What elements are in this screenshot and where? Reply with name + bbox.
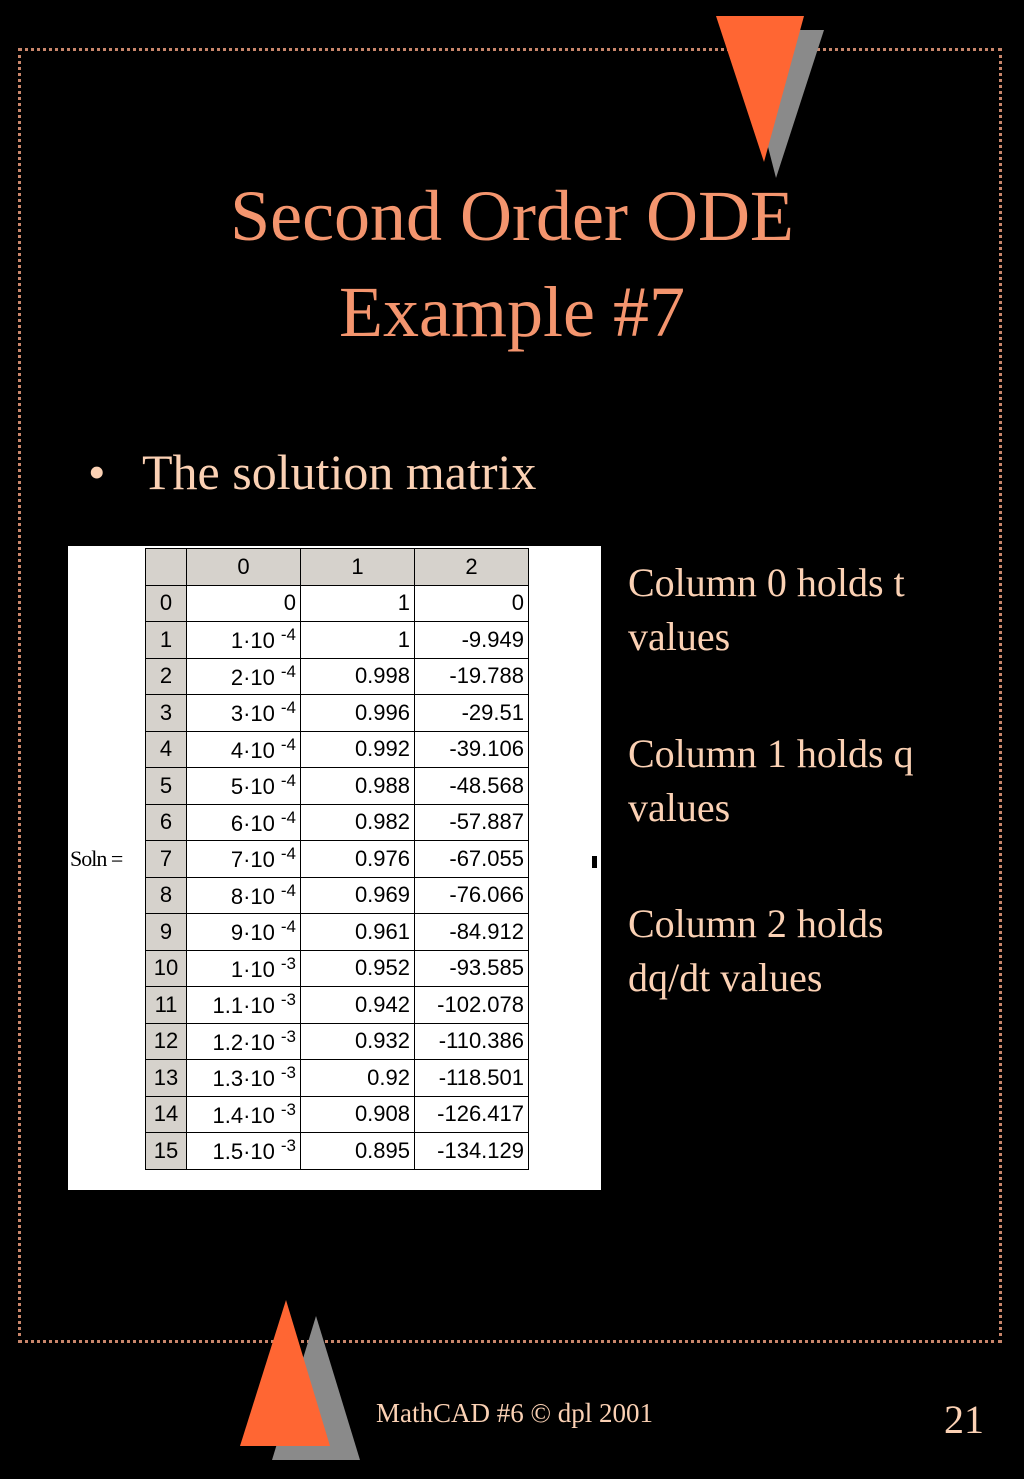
cell-t-mantissa: 1.1·10 <box>212 993 275 1019</box>
note-column-2 <box>628 897 1008 1005</box>
row-index: 1 <box>146 622 187 659</box>
cell-dqdt-value: -19.788 <box>415 658 529 695</box>
cell-t-exponent: -4 <box>280 917 296 937</box>
matrix-row <box>146 768 529 805</box>
cell-dqdt-value: -118.501 <box>415 1060 529 1097</box>
cell-t-value <box>187 622 301 659</box>
matrix-row <box>146 841 529 878</box>
cell-t-value <box>187 585 301 622</box>
cell-q-value: 0.961 <box>301 914 415 951</box>
cell-t-value <box>187 1060 301 1097</box>
cell-t-mantissa: 0 <box>283 590 296 616</box>
row-index: 9 <box>146 914 187 951</box>
cell-t-exponent: -3 <box>280 1136 296 1156</box>
cell-q-value: 1 <box>301 622 415 659</box>
cell-t-exponent: -4 <box>280 807 296 827</box>
cell-q-value: 0.908 <box>301 1096 415 1133</box>
row-index: 14 <box>146 1096 187 1133</box>
matrix-row <box>146 950 529 987</box>
cell-q-value: 0.996 <box>301 695 415 732</box>
cell-t-value <box>187 731 301 768</box>
cell-t-exponent: -3 <box>280 990 296 1010</box>
note-line: Column 1 holds q <box>628 731 914 776</box>
matrix-row <box>146 1060 529 1097</box>
cell-t-value <box>187 768 301 805</box>
matrix-row <box>146 1133 529 1170</box>
bullet-text: The solution matrix <box>142 444 537 500</box>
row-index: 15 <box>146 1133 187 1170</box>
column-header: 2 <box>415 549 529 586</box>
cell-t-exponent: -4 <box>280 880 296 900</box>
matrix-corner-cell <box>146 549 187 586</box>
solution-matrix-table <box>145 548 529 1170</box>
cell-t-exponent: -4 <box>280 625 296 645</box>
matrix-body <box>146 585 529 1169</box>
cell-q-value: 0.998 <box>301 658 415 695</box>
column-header: 1 <box>301 549 415 586</box>
cell-dqdt-value: -57.887 <box>415 804 529 841</box>
cell-t-value <box>187 950 301 987</box>
cell-q-value: 0.992 <box>301 731 415 768</box>
cell-t-value <box>187 914 301 951</box>
cell-dqdt-value: -84.912 <box>415 914 529 951</box>
cell-t-mantissa: 6·10 <box>230 810 275 836</box>
matrix-label: Soln = <box>70 846 123 871</box>
solution-matrix-panel <box>68 546 601 1190</box>
note-line: dq/dt values <box>628 955 823 1000</box>
row-index: 3 <box>146 695 187 732</box>
cell-q-value: 0.942 <box>301 987 415 1024</box>
cell-dqdt-value: -67.055 <box>415 841 529 878</box>
cell-t-exponent: -3 <box>280 953 296 973</box>
cell-q-value: 0.952 <box>301 950 415 987</box>
row-index: 0 <box>146 585 187 622</box>
matrix-row <box>146 658 529 695</box>
cell-t-value <box>187 1133 301 1170</box>
row-index: 5 <box>146 768 187 805</box>
footer-text: MathCAD #6 © dpl 2001 <box>376 1398 654 1428</box>
cell-t-mantissa: 1·10 <box>230 956 275 982</box>
note-column-1 <box>628 727 1008 835</box>
cell-q-value: 0.988 <box>301 768 415 805</box>
row-index: 2 <box>146 658 187 695</box>
cell-t-mantissa: 1.4·10 <box>212 1102 275 1128</box>
row-index: 12 <box>146 1023 187 1060</box>
cell-q-value: 0.92 <box>301 1060 415 1097</box>
cell-q-value: 0.932 <box>301 1023 415 1060</box>
note-column-0 <box>628 556 1008 664</box>
cell-t-value <box>187 841 301 878</box>
cell-t-mantissa: 2·10 <box>230 664 275 690</box>
cell-t-value <box>187 804 301 841</box>
title-line-1: Second Order ODE <box>230 176 794 256</box>
matrix-row <box>146 804 529 841</box>
note-line: Column 0 holds t <box>628 560 905 605</box>
matrix-row <box>146 1023 529 1060</box>
cell-t-exponent: -4 <box>280 844 296 864</box>
note-line: values <box>628 614 731 659</box>
matrix-header-row <box>146 549 529 586</box>
cell-t-mantissa: 1.3·10 <box>212 1066 275 1092</box>
cell-dqdt-value: -48.568 <box>415 768 529 805</box>
cell-dqdt-value: 0 <box>415 585 529 622</box>
cell-dqdt-value: -110.386 <box>415 1023 529 1060</box>
cell-q-value: 0.982 <box>301 804 415 841</box>
page-number: 21 <box>944 1397 984 1442</box>
cell-t-exponent: -3 <box>280 1063 296 1083</box>
cell-t-mantissa: 1.2·10 <box>212 1029 275 1055</box>
row-index: 6 <box>146 804 187 841</box>
cell-t-value <box>187 1096 301 1133</box>
cell-q-value: 0.895 <box>301 1133 415 1170</box>
cell-t-exponent: -4 <box>280 771 296 791</box>
matrix-row <box>146 914 529 951</box>
cell-t-mantissa: 3·10 <box>230 701 275 727</box>
cell-t-mantissa: 1.5·10 <box>212 1139 275 1165</box>
cell-dqdt-value: -134.129 <box>415 1133 529 1170</box>
cell-dqdt-value: -39.106 <box>415 731 529 768</box>
note-line: values <box>628 785 731 830</box>
cell-q-value: 0.976 <box>301 841 415 878</box>
cell-t-value <box>187 658 301 695</box>
cell-t-mantissa: 5·10 <box>230 774 275 800</box>
title-line-2: Example #7 <box>339 272 685 352</box>
cell-dqdt-value: -93.585 <box>415 950 529 987</box>
row-index: 7 <box>146 841 187 878</box>
matrix-row <box>146 585 529 622</box>
matrix-row <box>146 987 529 1024</box>
bullet-item <box>88 440 536 504</box>
cell-t-mantissa: 8·10 <box>230 883 275 909</box>
cell-dqdt-value: -126.417 <box>415 1096 529 1133</box>
matrix-row <box>146 622 529 659</box>
row-index: 13 <box>146 1060 187 1097</box>
cell-t-value <box>187 695 301 732</box>
selection-handle <box>592 856 597 868</box>
cell-t-mantissa: 4·10 <box>230 737 275 763</box>
cell-t-mantissa: 1·10 <box>230 628 275 654</box>
cell-t-exponent: -3 <box>280 1099 296 1119</box>
cell-t-mantissa: 9·10 <box>230 920 275 946</box>
cell-t-exponent: -4 <box>280 698 296 718</box>
matrix-row <box>146 731 529 768</box>
cell-t-mantissa: 7·10 <box>230 847 275 873</box>
cell-t-value <box>187 877 301 914</box>
cell-dqdt-value: -76.066 <box>415 877 529 914</box>
cell-dqdt-value: -9.949 <box>415 622 529 659</box>
cell-t-exponent: -4 <box>280 661 296 681</box>
cell-q-value: 1 <box>301 585 415 622</box>
cell-t-value <box>187 1023 301 1060</box>
cell-dqdt-value: -29.51 <box>415 695 529 732</box>
row-index: 10 <box>146 950 187 987</box>
matrix-row <box>146 695 529 732</box>
matrix-row <box>146 1096 529 1133</box>
bullet-dot: • <box>88 444 106 500</box>
cell-t-exponent: -3 <box>280 1026 296 1046</box>
column-header: 0 <box>187 549 301 586</box>
row-index: 8 <box>146 877 187 914</box>
note-line: Column 2 holds <box>628 901 884 946</box>
cell-q-value: 0.969 <box>301 877 415 914</box>
slide-title <box>0 168 1024 360</box>
cell-t-exponent: -4 <box>280 734 296 754</box>
cell-t-value <box>187 987 301 1024</box>
matrix-row <box>146 877 529 914</box>
row-index: 11 <box>146 987 187 1024</box>
row-index: 4 <box>146 731 187 768</box>
cell-dqdt-value: -102.078 <box>415 987 529 1024</box>
